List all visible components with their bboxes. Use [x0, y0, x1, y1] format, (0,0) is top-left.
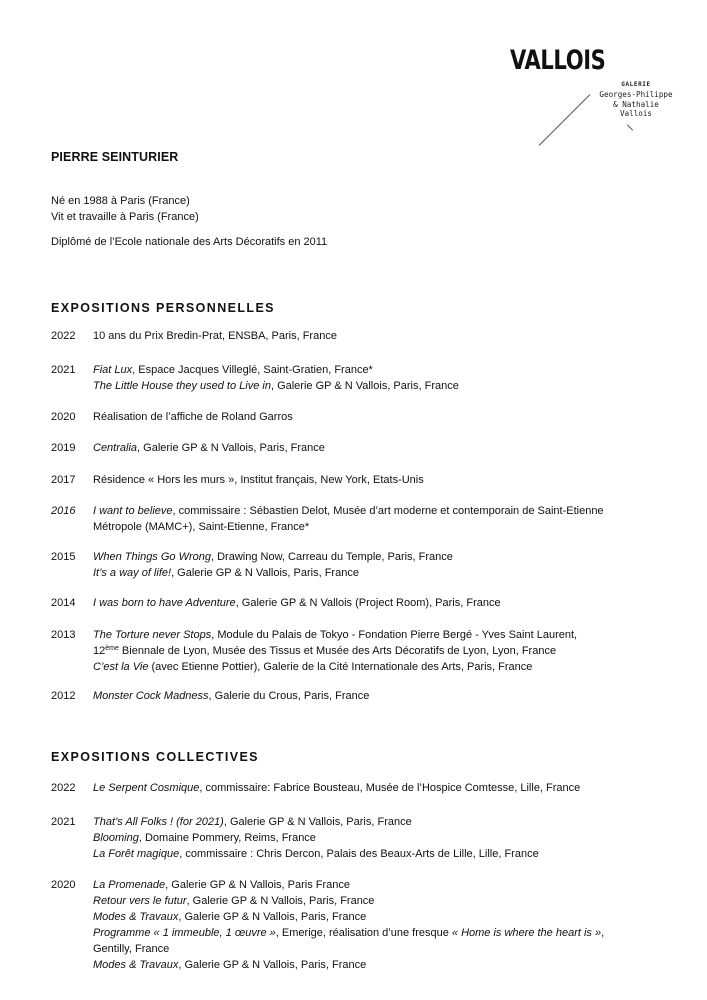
exhibition-details: 10 ans du Prix Bredin-Prat, ENSBA, Paris, France	[93, 330, 337, 342]
exhibition-title: Monster Cock Madness	[93, 690, 209, 702]
logo-name-line: Vallois	[619, 109, 652, 119]
exhibition-year: 2017	[51, 474, 76, 486]
logo-diagonal-line	[539, 94, 591, 146]
exhibition-details: , Galerie GP & N Vallois (Project Room), Paris, France	[235, 597, 501, 609]
exhibition-title: La Forêt magique	[93, 848, 180, 860]
section-heading-solo: EXPOSITIONS PERSONNELLES	[51, 301, 275, 315]
exhibition-line	[93, 877, 681, 893]
logo-name-line: Georges-Philippe	[599, 89, 673, 99]
exhibition-details: , Domaine Pommery, Reims, France	[138, 832, 316, 844]
exhibition-line	[93, 780, 681, 796]
exhibition-line	[93, 846, 681, 862]
exhibition-details: , Emerige, réalisation d’une fresque	[275, 927, 452, 939]
exhibition-line	[93, 549, 681, 565]
exhibition-title: The Little House they used to Live in	[93, 380, 271, 392]
exhibition-year: 2013	[51, 629, 76, 641]
exhibition-details: , Drawing Now, Carreau du Temple, Paris, France	[211, 551, 453, 563]
diploma-line: Diplômé de l’Ecole nationale des Arts Décoratifs en 2011	[51, 236, 328, 248]
exhibition-title: When Things Go Wrong	[93, 551, 211, 563]
logo-galerie-label: GALERIE	[621, 81, 651, 88]
exhibition-title: I want to believe	[93, 505, 173, 517]
exhibition-lines	[93, 814, 681, 862]
exhibition-details: Résidence « Hors les murs », Institut français, New York, Etats-Unis	[93, 474, 424, 486]
exhibition-lines	[93, 362, 681, 394]
exhibition-line	[93, 503, 681, 519]
exhibition-title: I was born to have Adventure	[93, 597, 236, 609]
exhibition-title: Blooming	[93, 832, 139, 844]
exhibition-entry	[51, 503, 681, 535]
exhibition-line	[93, 378, 681, 394]
exhibition-title: Retour vers le futur	[93, 895, 187, 907]
exhibition-line	[93, 909, 681, 925]
exhibition-details: , Galerie GP & N Vallois, Paris, France	[171, 567, 359, 579]
exhibition-details: , Galerie GP & N Vallois, Paris, France	[270, 380, 459, 392]
exhibition-line	[93, 688, 681, 704]
exhibition-line	[93, 659, 681, 675]
exhibition-details: , commissaire : Sébastien Delot, Musée d’art moderne et contemporain de Saint-Etienne	[172, 505, 604, 517]
logo-gallery-names	[596, 80, 676, 119]
exhibition-details: Réalisation de l’affiche de Roland Garros	[93, 411, 293, 423]
artist-bio	[51, 193, 199, 225]
logo-name-line: & Nathalie	[613, 99, 659, 109]
exhibition-title: That’s All Folks ! (for 2021)	[93, 816, 224, 828]
exhibition-lines	[93, 627, 681, 675]
exhibition-details: (avec Etienne Pottier), Galerie de la Cité Internationale des Arts, Paris, France	[148, 661, 533, 673]
exhibition-title: Le Serpent Cosmique	[93, 782, 200, 794]
exhibition-entry	[51, 877, 681, 973]
exhibition-line	[93, 472, 681, 488]
exhibition-year: 2014	[51, 597, 76, 609]
exhibition-entry	[51, 814, 681, 862]
exhibition-title: La Promenade	[93, 879, 166, 891]
exhibition-line	[93, 328, 681, 344]
exhibition-entry	[51, 362, 681, 394]
exhibition-year: 2015	[51, 551, 76, 563]
exhibition-details: , Galerie GP & N Vallois, Paris, France	[186, 895, 375, 907]
exhibition-lines	[93, 549, 681, 581]
exhibition-entry	[51, 595, 681, 611]
exhibition-line	[93, 409, 681, 425]
exhibition-entry	[51, 328, 681, 344]
exhibition-line	[93, 519, 681, 535]
exhibition-line	[93, 814, 681, 830]
exhibition-lines	[93, 877, 681, 973]
exhibition-year: 2022	[51, 330, 76, 342]
artist-name: PIERRE SEINTURIER	[51, 150, 179, 164]
birth-line: Né en 1988 à Paris (France)	[51, 195, 190, 207]
logo-tick-line	[627, 124, 633, 130]
exhibition-year: 2016	[51, 505, 76, 517]
exhibition-line	[93, 941, 681, 957]
exhibition-title: Fiat Lux	[93, 364, 133, 376]
exhibition-lines	[93, 595, 681, 611]
exhibition-lines	[93, 503, 681, 535]
exhibition-line	[93, 595, 681, 611]
exhibition-title: C’est la Vie	[93, 661, 149, 673]
exhibition-title: Modes & Travaux	[93, 911, 179, 923]
exhibition-details: , Galerie GP & N Vallois, Paris, France	[223, 816, 412, 828]
exhibition-line	[93, 893, 681, 909]
exhibition-details: , Galerie du Crous, Paris, France	[208, 690, 370, 702]
exhibition-details: , commissaire: Fabrice Bousteau, Musée de l’Hospice Comtesse, Lille, France	[199, 782, 581, 794]
exhibition-line	[93, 362, 681, 378]
exhibition-entry	[51, 549, 681, 581]
exhibition-line	[93, 565, 681, 581]
exhibition-year: 2021	[51, 364, 76, 376]
gallery-logo	[510, 46, 680, 141]
exhibition-year: 2019	[51, 442, 76, 454]
exhibition-details: , Galerie GP & N Vallois, Paris, France	[178, 911, 367, 923]
exhibition-year: 2012	[51, 690, 76, 702]
exhibition-line	[93, 627, 681, 643]
exhibition-details: Métropole (MAMC+), Saint-Etienne, France*	[93, 521, 310, 533]
exhibition-details: ,	[601, 927, 605, 939]
logo-wordmark: VALLOIS	[510, 45, 606, 76]
exhibition-title: Programme « 1 immeuble, 1 œuvre »	[93, 927, 276, 939]
exhibition-line	[93, 925, 681, 941]
exhibition-lines	[93, 440, 681, 456]
exhibition-details: , Module du Palais de Tokyo - Fondation Pierre Bergé - Yves Saint Laurent,	[211, 629, 578, 641]
exhibition-entry	[51, 472, 681, 488]
exhibition-title: Centralia	[93, 442, 138, 454]
exhibition-entry	[51, 440, 681, 456]
exhibition-year: 2021	[51, 816, 76, 828]
exhibition-entry	[51, 688, 681, 704]
exhibition-year: 2020	[51, 411, 76, 423]
exhibition-details: , Galerie GP & N Vallois, Paris, France	[178, 959, 367, 971]
exhibition-entry	[51, 409, 681, 425]
exhibition-details: , Espace Jacques Villeglé, Saint-Gratien, France*	[132, 364, 373, 376]
exhibition-details: , Galerie GP & N Vallois, Paris France	[165, 879, 350, 891]
section-heading-group: EXPOSITIONS COLLECTIVES	[51, 750, 259, 764]
exhibition-lines	[93, 328, 681, 344]
exhibition-lines	[93, 780, 681, 796]
exhibition-line	[93, 643, 681, 659]
exhibition-lines	[93, 409, 681, 425]
residence-line: Vit et travaille à Paris (France)	[51, 211, 199, 223]
exhibition-year: 2020	[51, 879, 76, 891]
exhibition-title: Modes & Travaux	[93, 959, 179, 971]
exhibition-line	[93, 830, 681, 846]
exhibition-title: It’s a way of life!	[93, 567, 172, 579]
exhibition-details: , Galerie GP & N Vallois, Paris, France	[137, 442, 325, 454]
exhibition-lines	[93, 472, 681, 488]
exhibition-entry	[51, 780, 681, 796]
exhibition-lines	[93, 688, 681, 704]
exhibition-entry	[51, 627, 681, 675]
exhibition-details: Biennale de Lyon, Musée des Tissus et Musée des Arts Décoratifs de Lyon, Lyon, France	[118, 645, 557, 657]
exhibition-details: , commissaire : Chris Dercon, Palais des Beaux-Arts de Lille, Lille, France	[179, 848, 539, 860]
exhibition-year: 2022	[51, 782, 76, 794]
edition-ordinal: ème	[105, 645, 119, 652]
exhibition-line	[93, 440, 681, 456]
edition-number: 12	[93, 645, 106, 657]
exhibition-details: Gentilly, France	[93, 943, 170, 955]
exhibition-title: The Torture never Stops	[93, 629, 212, 641]
exhibition-line	[93, 957, 681, 973]
artwork-title: « Home is where the heart is »	[451, 927, 602, 939]
